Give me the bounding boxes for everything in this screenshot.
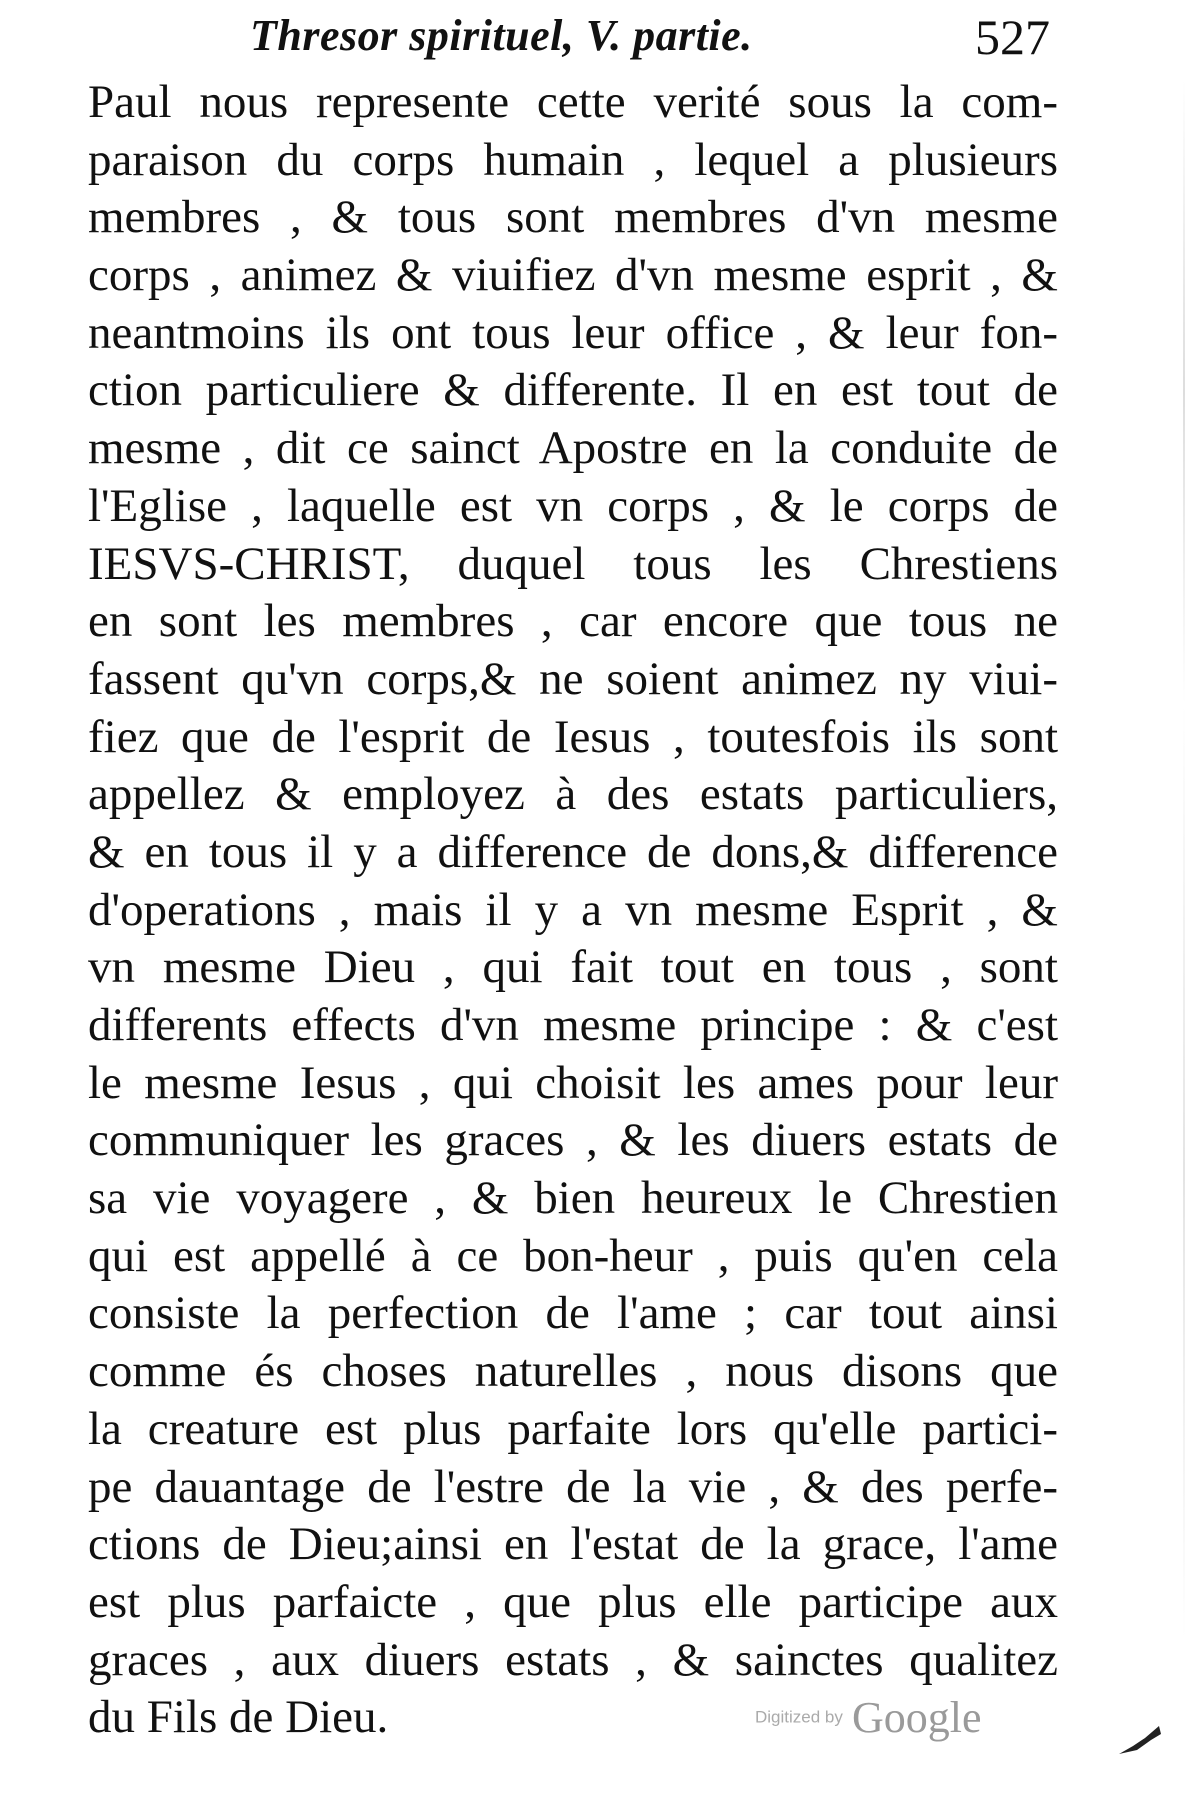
text-line: d'operations , mais il y a vn mesme Esprit , &: [88, 883, 1058, 936]
text-line: fiez que de l'esprit de Iesus , toutesfois ils sont: [88, 710, 1058, 763]
text-line: differents effects d'vn mesme principe : & c'est: [88, 999, 1058, 1051]
text-line: comme és choses naturelles , nous disons que: [88, 1345, 1058, 1398]
text-line: IESVS-CHRIST, duquel tous les Chrestiens: [88, 537, 1058, 590]
pen-stroke-mark: [1115, 1720, 1165, 1760]
text-line: communiquer les graces , & les diuers estats de: [88, 1114, 1058, 1167]
text-line: membres , & tous sont membres d'vn mesme: [88, 191, 1058, 244]
page-number: 527: [975, 9, 1050, 65]
text-line: du Fils de Dieu.: [88, 1691, 389, 1744]
text-line: graces , aux diuers estats , & sainctes qualitez: [88, 1633, 1058, 1686]
text-line: le mesme Iesus , qui choisit les ames pour leur: [88, 1056, 1058, 1109]
text-line: corps , animez & viuifiez d'vn mesme esprit , &: [88, 249, 1058, 302]
text-line: vn mesme Dieu , qui fait tout en tous , sont: [88, 941, 1058, 994]
text-line: Paul nous represente cette verité sous la com-: [88, 76, 1058, 128]
text-line: & en tous il y a difference de dons,& difference: [88, 825, 1058, 878]
text-line: pe dauantage de l'estre de la vie , & des perfe-: [88, 1460, 1058, 1513]
text-line: neantmoins ils ont tous leur office , & leur fon-: [88, 306, 1058, 359]
text-line: ction particuliere & differente. Il en est tout de: [88, 364, 1058, 417]
text-line: est plus parfaicte , que plus elle participe aux: [88, 1575, 1058, 1628]
running-head: Thresor spirituel, V. partie.: [250, 11, 753, 60]
text-line: paraison du corps humain , lequel a plusieurs: [88, 133, 1058, 186]
text-line: la creature est plus parfaite lors qu'elle partici-: [88, 1402, 1058, 1455]
page-edge-shadow: [1183, 80, 1185, 1640]
text-line: appellez & employez à des estats particuliers,: [88, 768, 1058, 821]
watermark-prefix: Digitized by: [755, 1707, 843, 1727]
body-text: [88, 74, 1058, 1747]
text-line: fassent qu'vn corps,& ne soient animez ny viui-: [88, 652, 1058, 705]
page-header: [250, 10, 1050, 70]
text-line: sa vie voyagere , & bien heureux le Chrestien: [88, 1172, 1058, 1225]
text-line: ctions de Dieu;ainsi en l'estat de la grace, l'ame: [88, 1518, 1058, 1571]
text-line: consiste la perfection de l'ame ; car tout ainsi: [88, 1287, 1058, 1340]
text-line: qui est appellé à ce bon-heur , puis qu'en cela: [88, 1229, 1058, 1282]
digitization-watermark: [755, 1692, 982, 1743]
text-line: mesme , dit ce sainct Apostre en la conduite de: [88, 422, 1058, 475]
text-line: l'Eglise , laquelle est vn corps , & le corps de: [88, 479, 1058, 532]
watermark-brand: Google: [851, 1693, 982, 1742]
text-line: en sont les membres , car encore que tous ne: [88, 595, 1058, 648]
